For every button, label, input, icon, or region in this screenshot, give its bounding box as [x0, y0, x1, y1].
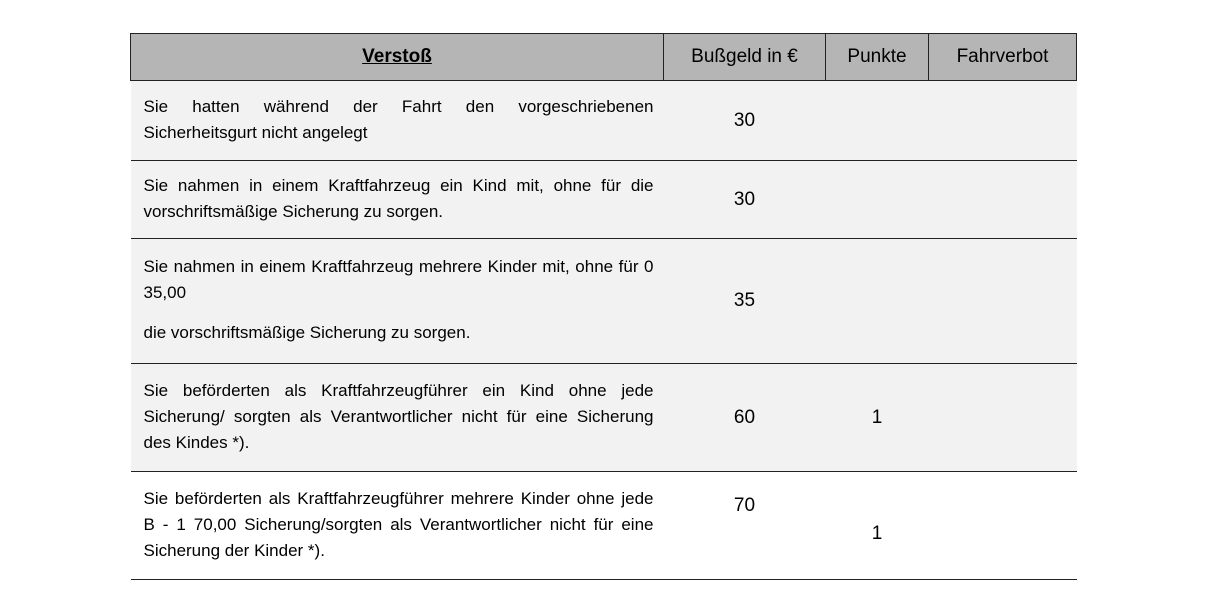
ban-cell: [929, 239, 1077, 364]
points-cell: [826, 161, 929, 239]
table-row: [131, 161, 1077, 239]
violation-text: Sie beförderten als Kraftfahrzeugführer mehrere Kinder ohne jede B - 1 70,00 Sicherung/sorgten als Verantwortlicher nicht für eine Sicherung der Kinder *).: [143, 488, 654, 560]
fine-cell: 60: [664, 364, 826, 472]
fine-cell: [664, 472, 826, 580]
fine-cell: 35: [664, 239, 826, 364]
violation-text-continued: die vorschriftsmäßige Sicherung zu sorgen.: [143, 323, 471, 342]
ban-cell: [929, 364, 1077, 472]
violation-text: Sie hatten während der Fahrt den vorgeschriebenen Sicherheitsgurt nicht angelegt: [143, 96, 654, 142]
ban-cell: [929, 81, 1077, 161]
table-row: [131, 364, 1077, 472]
header-violation: Verstoß: [131, 34, 664, 81]
table-row: [131, 81, 1077, 161]
points-cell: [826, 239, 929, 364]
points-cell: [826, 81, 929, 161]
points-cell: 1: [826, 364, 929, 472]
header-points: Punkte: [826, 34, 929, 81]
violation-cell: [131, 81, 664, 161]
fines-table: [130, 33, 1077, 580]
header-ban: Fahrverbot: [929, 34, 1077, 81]
fine-value: 70: [733, 494, 756, 516]
table-header-row: [131, 34, 1077, 81]
table-row: [131, 472, 1077, 580]
violation-cell: [131, 364, 664, 472]
fine-cell: 30: [664, 161, 826, 239]
violation-cell: [131, 161, 664, 239]
ban-cell: [929, 472, 1077, 580]
violation-text: Sie beförderten als Kraftfahrzeugführer ein Kind ohne jede Sicherung/ sorgten als Verantwortlicher nicht für eine Sicherung des Kindes *).: [143, 380, 654, 452]
ban-cell: [929, 161, 1077, 239]
table-row: [131, 239, 1077, 364]
points-cell: [826, 472, 929, 580]
violation-text: Sie nahmen in einem Kraftfahrzeug mehrere Kinder mit, ohne für 0 35,00: [143, 257, 654, 302]
violation-cell: [131, 239, 664, 364]
header-fine: Bußgeld in €: [664, 34, 826, 81]
fine-cell: 30: [664, 81, 826, 161]
points-value: 1: [871, 522, 883, 544]
violation-text: Sie nahmen in einem Kraftfahrzeug ein Kind mit, ohne für die vorschriftsmäßige Sicherung zu sorgen.: [143, 175, 654, 221]
violation-cell: [131, 472, 664, 580]
